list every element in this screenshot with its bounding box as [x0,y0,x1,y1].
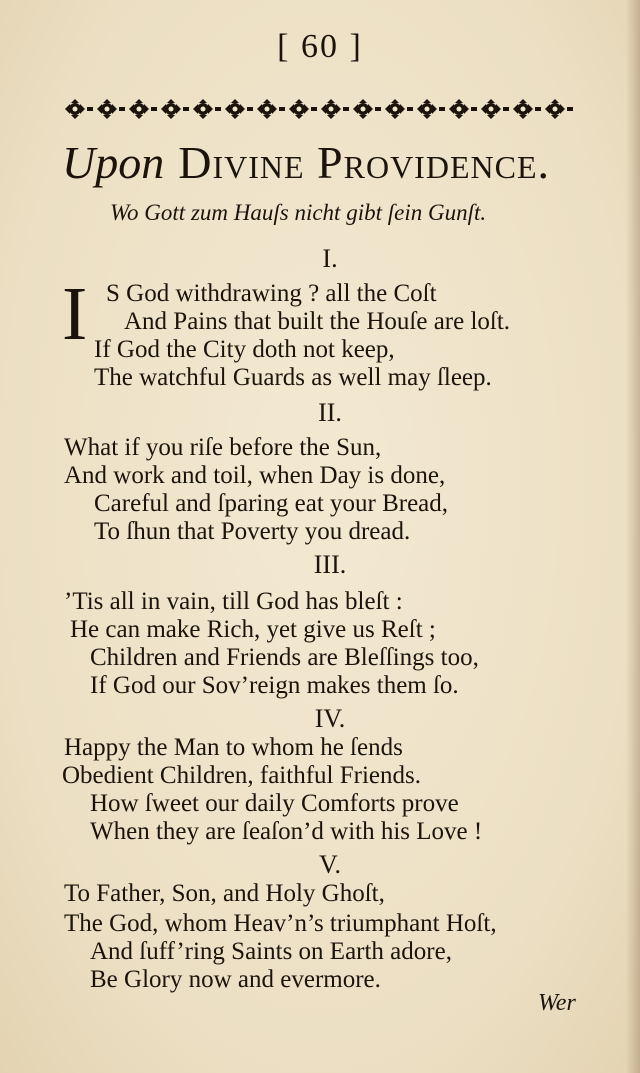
verse-line: If God our Sov’reign makes them ſo. [90,672,459,699]
catchword: Wer [538,990,576,1016]
page-edge-shadow [626,0,640,1073]
verse-line: Careful and ſparing eat your Bread, [94,490,449,517]
verse-line: Obedient Children, faithful Friends. [62,762,421,789]
verse-line: How ſweet our daily Comforts prove [90,790,459,817]
verse-line: What if you riſe before the Sun, [64,434,382,461]
stanza-numeral: I. [322,244,338,273]
stanza-numeral: II. [318,398,342,427]
verse-line: And ſuff’ring Saints on Earth adore, [90,938,452,965]
verse-line: If God the City doth not keep, [94,336,395,363]
verse-line: When they are ſeaſon’d with his Love ! [90,818,483,845]
verse-line: He can make Rich, yet give us Reſt ; [70,616,436,643]
verse-line: The watchful Guards as well may ſleep. [94,364,492,391]
fleuron-ornament-band [62,92,588,126]
german-motto: Wo Gott zum Hauſs nicht gibt ſein Gunſt. [110,200,487,225]
verse-line: And Pains that built the Houſe are loſt. [124,308,511,335]
stanza-numeral: IV. [314,704,346,733]
verse-line: Children and Friends are Bleſſings too, [90,644,479,671]
title-main: Divine Providence. [178,137,550,188]
verse-line: ’Tis all in vain, till God has bleſt : [64,588,403,615]
drop-cap: I [62,272,88,356]
stanza-numeral: III. [313,550,347,579]
verse-line: And work and toil, when Day is done, [64,462,446,489]
stanza-numeral: V. [319,850,341,879]
verse-line: Be Glory now and evermore. [90,966,381,993]
poem-title [62,136,602,189]
verse-line: Happy the Man to whom he ſends [64,734,403,761]
verse-line: To ſhun that Poverty you dread. [94,518,411,545]
verse-line: The God, whom Heav’n’s triumphant Hoſt, [64,910,497,937]
verse-line: To Father, Son, and Holy Ghoſt, [64,880,385,907]
title-italic-word: Upon [62,137,165,188]
page-number: [ 60 ] [277,28,363,65]
verse-line: S God withdrawing ? all the Coſt [106,280,437,307]
